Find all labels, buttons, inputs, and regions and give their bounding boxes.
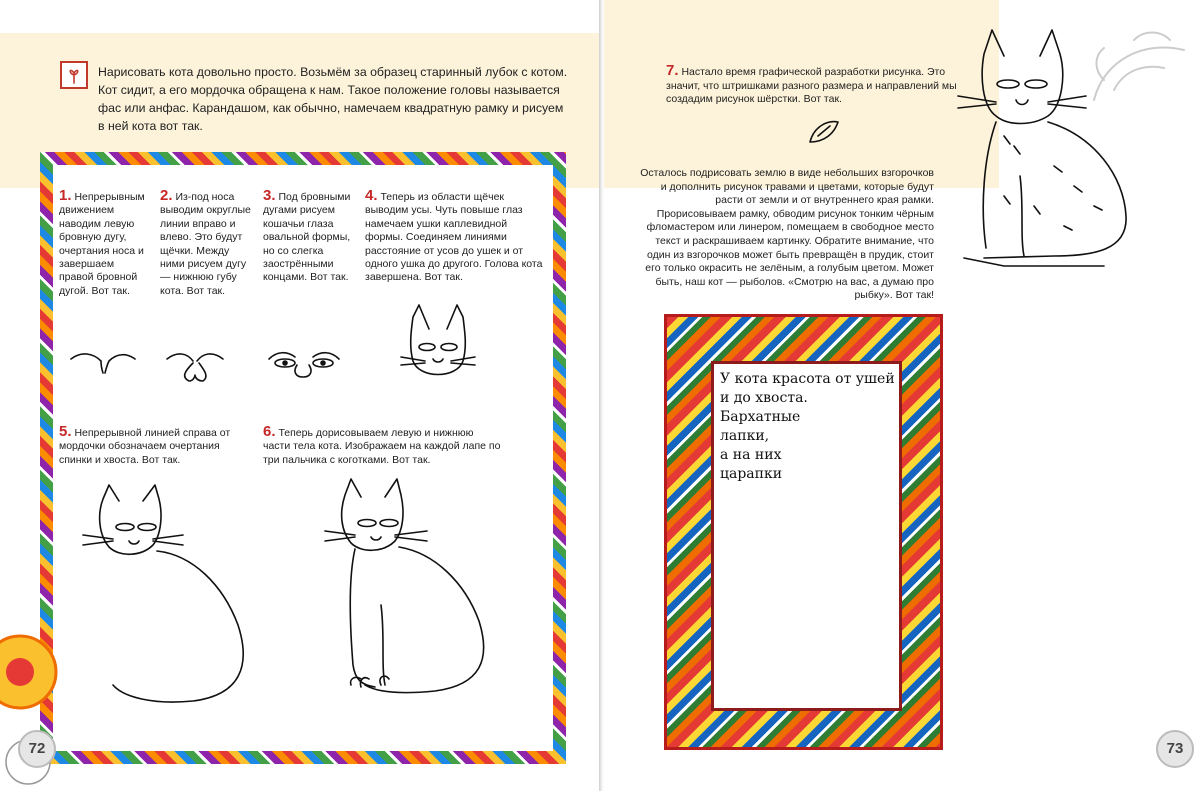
final-instructions: Осталось подрисовать землю в виде небольших взгорочков и дополнить рисунок травами и цветами, которые будут расти от земли и от внутреннего края рамки. Прорисовываем рамку, обводим рисунок тонким чёрным фломастером или линером, помещаем в свободное место текст и раскрашиваем картинку. Обратите внимание, что один из взгорочков может быть превращён в прудик, стоит его только окрасить не зелёным, а голубым цветом. Может быть, наш кот — рыболов. «Смотрю на вас, а думаю про рыбку». Вот так! [640,167,934,302]
left-page [0,0,599,791]
step-1: 1. Непрерывным движением наводим левую бровную дугу, очертания носа и завершаем правой бровной дугой. Вот так. [59,187,145,297]
sketch-step-1 [69,343,139,383]
page-number-right: 73 [1156,730,1194,768]
right-page [604,0,1199,791]
painting-caption: У кота красота от ушей и до хвоста. Бархатные лапки, а на них царапки [720,371,895,482]
ornament-decoration [1074,20,1194,130]
sketch-step-4 [399,303,477,393]
step-7: 7. Настало время графической разработки рисунка. Это значит, что штришками разного размера и направлений мы создадим рисунок шёрстки. Вот так. [666,62,957,106]
step-2: 2. Из-под носа выводим округлые линии вправо и влево. Это будут щёчки. Между ними рисуем дугу — нижнюю губу кота. Вот так. [160,187,251,297]
lubok-painting [664,314,943,750]
sketch-step-6 [315,465,505,715]
step-5: 5. Непрерывной линией справа от мордочки обозначаем очертания спинки и хвоста. Вот так. [59,423,231,466]
sketch-step-3 [267,345,341,385]
leaf-doodle-icon [804,112,844,152]
page-number: 72 [18,730,56,768]
drawing-frame [40,152,566,764]
step-6: 6. Теперь дорисовываем левую и нижнюю части тела кота. Изображаем на каждой лапе по три пальчика с коготками. Вот так. [263,423,501,466]
flower-icon [60,61,88,89]
sketch-step-5 [73,475,273,725]
step-3: 3. Под бровными дугами рисуем кошачьи глаза овальной формы, но со слегка заострёнными концами. Вот так. [263,187,351,284]
intro-text: Нарисовать кота довольно просто. Возьмём за образец старинный лубок с котом. Кот сидит, а его мордочка обращена к нам. Такое положение головы называется фас или анфас. Карандашом, как обычно, намечаем квадратную рамку и рисуем в ней кота вот так. [98,65,568,133]
sketch-step-2 [165,345,225,389]
step-4: 4. Теперь из области щёчек выводим усы. Чуть повыше глаз намечаем ушки каплевидной формы. Соединяем линиями расстояние от усов до ушек и от одного ушка до другого. Голова кота завершена. Вот так. [365,187,543,284]
